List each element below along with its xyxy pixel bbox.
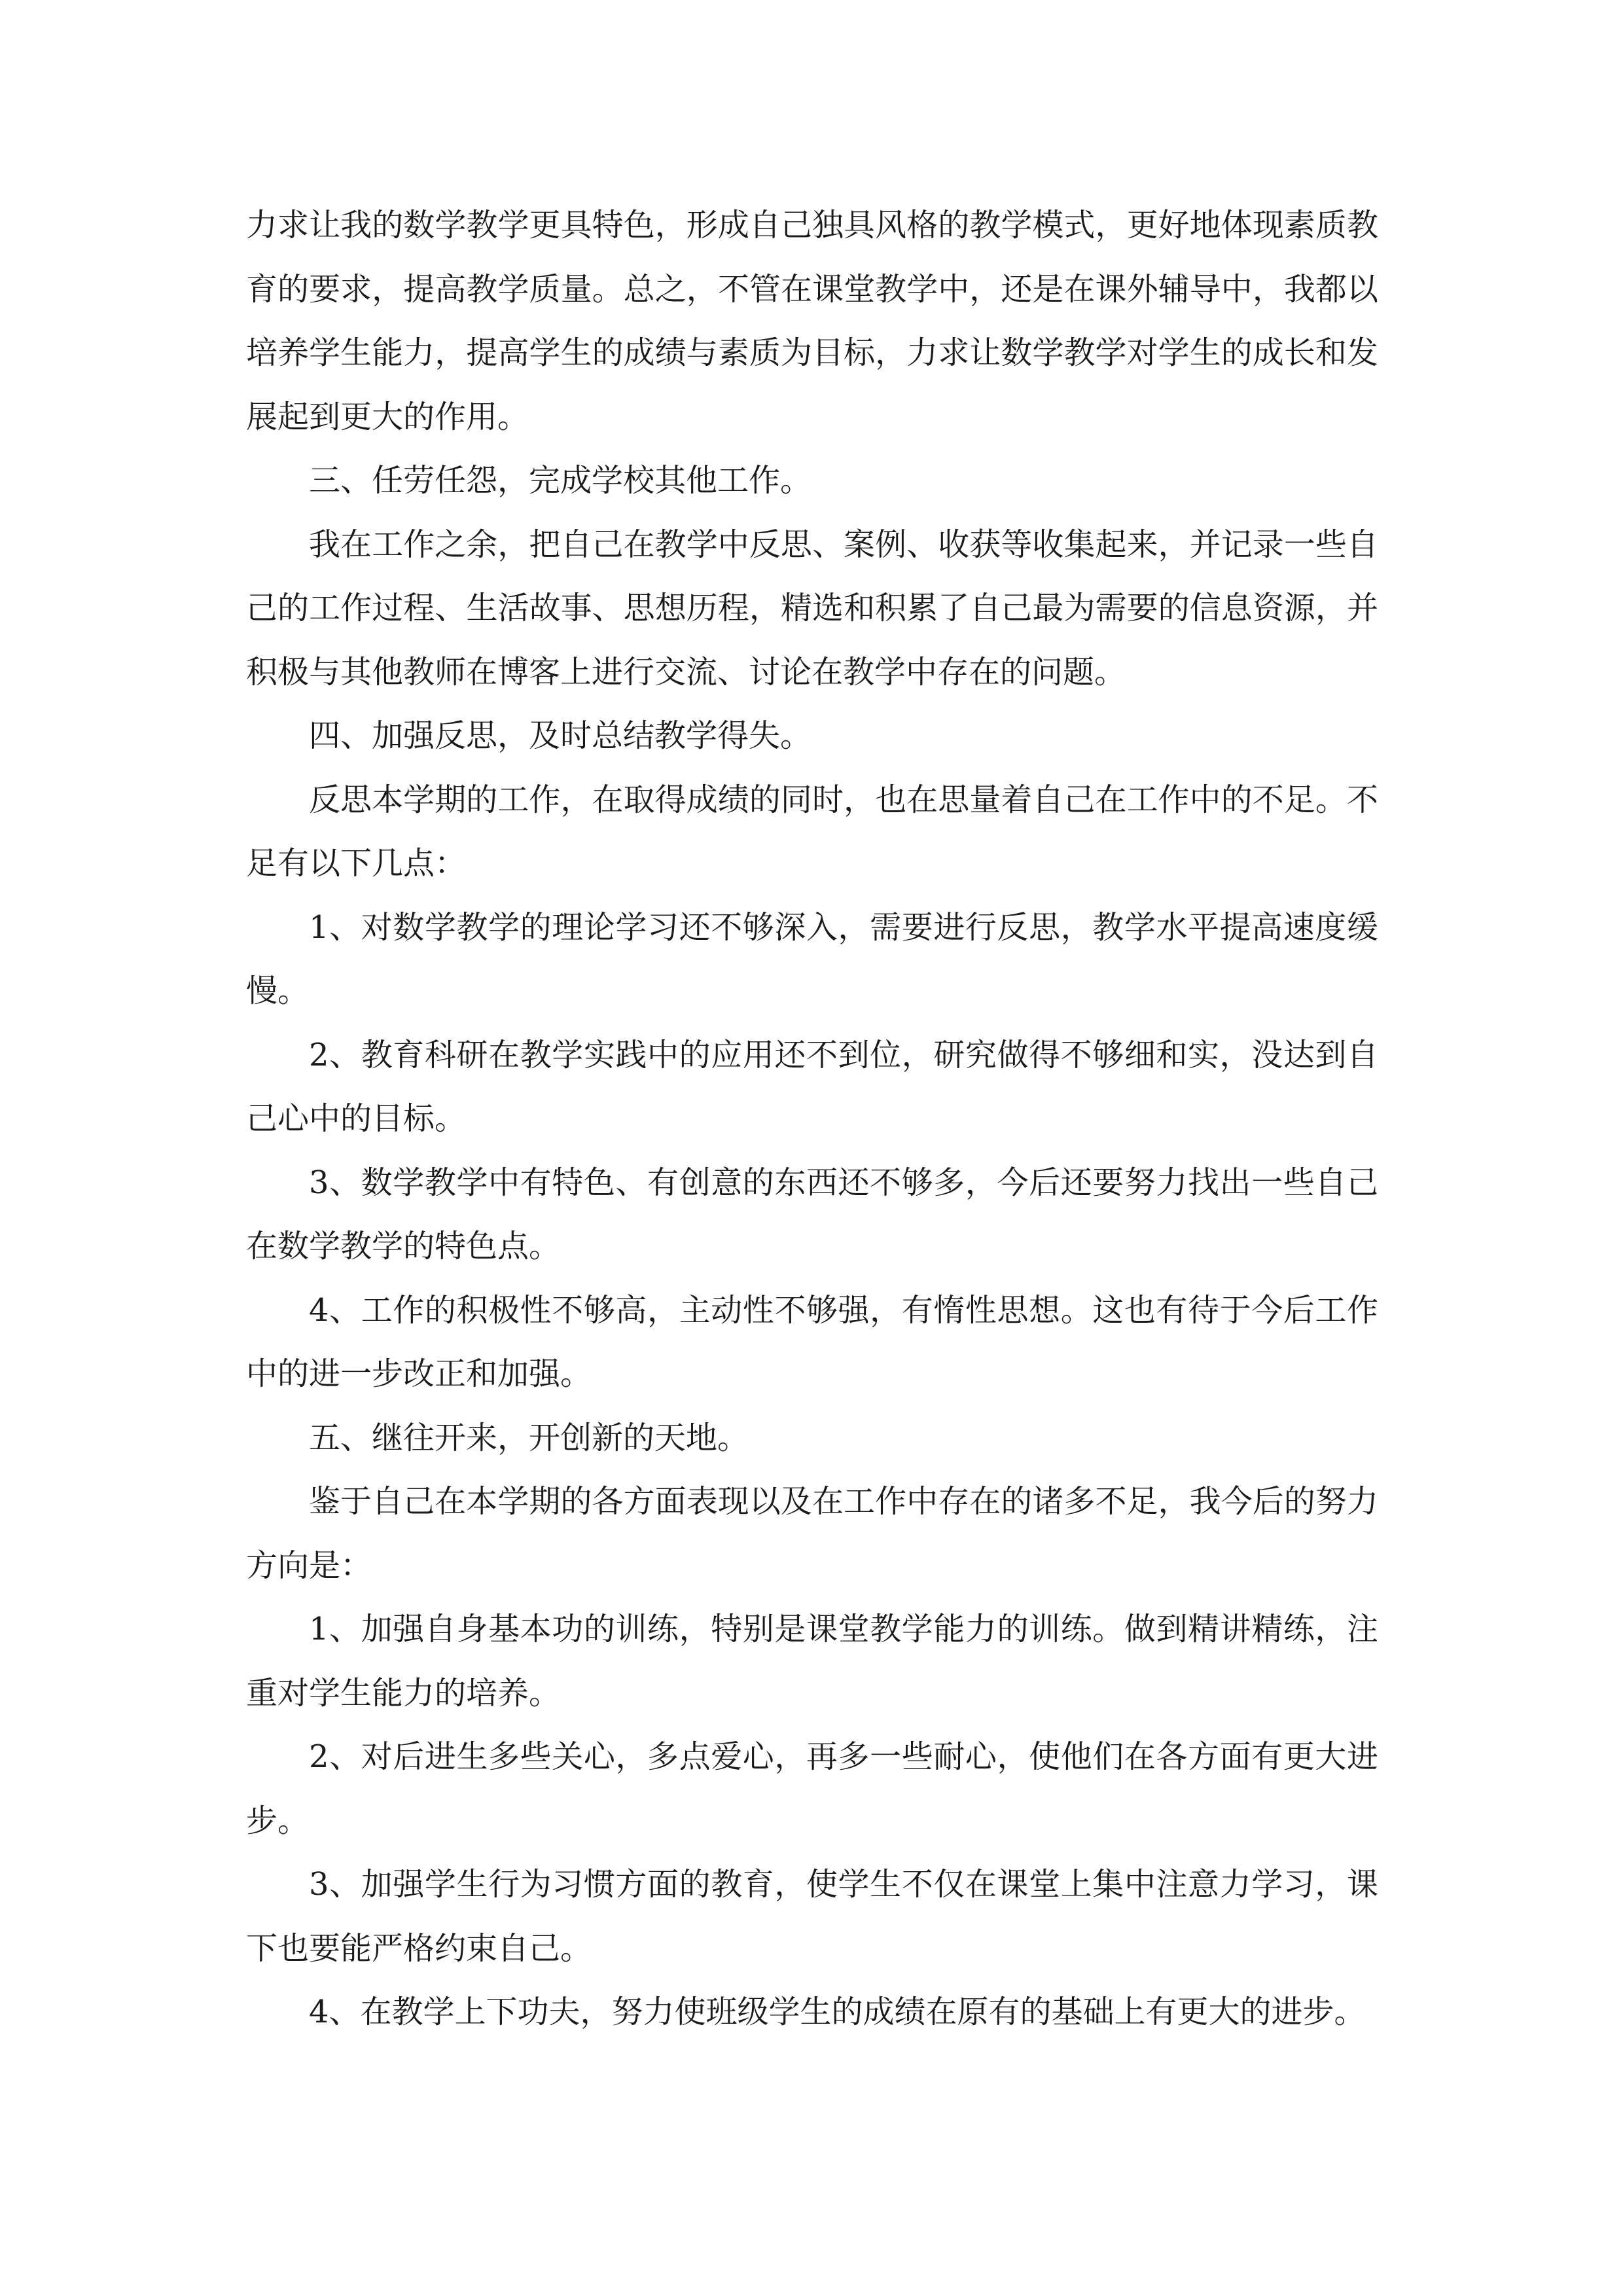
list-item-shortcoming-3: 3、数学教学中有特色、有创意的东西还不够多，今后还要努力找出一些自己在数学教学的特色点。 — [246, 1164, 1378, 1265]
list-item-direction-4: 4、在教学上下功夫，努力使班级学生的成绩在原有的基础上有更大的进步。 — [309, 1994, 1366, 2030]
paragraph-3: 反思本学期的工作，在取得成绩的同时，也在思量着自己在工作中的不足。不足有以下几点： — [246, 781, 1378, 882]
list-item-direction-1: 1、加强自身基本功的训练，特别是课堂教学能力的训练。做到精讲精练，注重对学生能力的培养。 — [246, 1611, 1378, 1712]
list-item-shortcoming-4: 4、工作的积极性不够高，主动性不够强，有惰性思想。这也有待于今后工作中的进一步改正和加强。 — [246, 1291, 1378, 1392]
heading-section-5: 五、继往开来，开创新的天地。 — [309, 1419, 749, 1456]
list-item-shortcoming-2: 2、教育科研在教学实践中的应用还不到位，研究做得不够细和实，没达到自己心中的目标。 — [246, 1036, 1378, 1137]
list-item-shortcoming-1: 1、对数学教学的理论学习还不够深入，需要进行反思，教学水平提高速度缓慢。 — [246, 908, 1378, 1009]
document-body — [246, 194, 1378, 2045]
heading-section-3: 三、任劳任怨，完成学校其他工作。 — [309, 462, 812, 499]
heading-section-4: 四、加强反思，及时总结教学得失。 — [309, 717, 812, 754]
paragraph-4: 鉴于自己在本学期的各方面表现以及在工作中存在的诸多不足，我今后的努力方向是： — [246, 1483, 1378, 1584]
paragraph-1: 力求让我的数学教学更具特色，形成自己独具风格的教学模式，更好地体现素质教育的要求，提高教学质量。总之，不管在课堂教学中，还是在课外辅导中，我都以培养学生能力，提高学生的成绩与素质为目标，力求让数学教学对学生的成长和发展起到更大的作用。 — [246, 207, 1378, 435]
list-item-direction-3: 3、加强学生行为习惯方面的教育，使学生不仅在课堂上集中注意力学习，课下也要能严格约束自己。 — [246, 1866, 1378, 1967]
paragraph-2: 我在工作之余，把自己在教学中反思、案例、收获等收集起来，并记录一些自己的工作过程、生活故事、思想历程，精选和积累了自己最为需要的信息资源，并积极与其他教师在博客上进行交流、讨论在教学中存在的问题。 — [246, 526, 1378, 691]
list-item-direction-2: 2、对后进生多些关心，多点爱心，再多一些耐心，使他们在各方面有更大进步。 — [246, 1738, 1378, 1839]
